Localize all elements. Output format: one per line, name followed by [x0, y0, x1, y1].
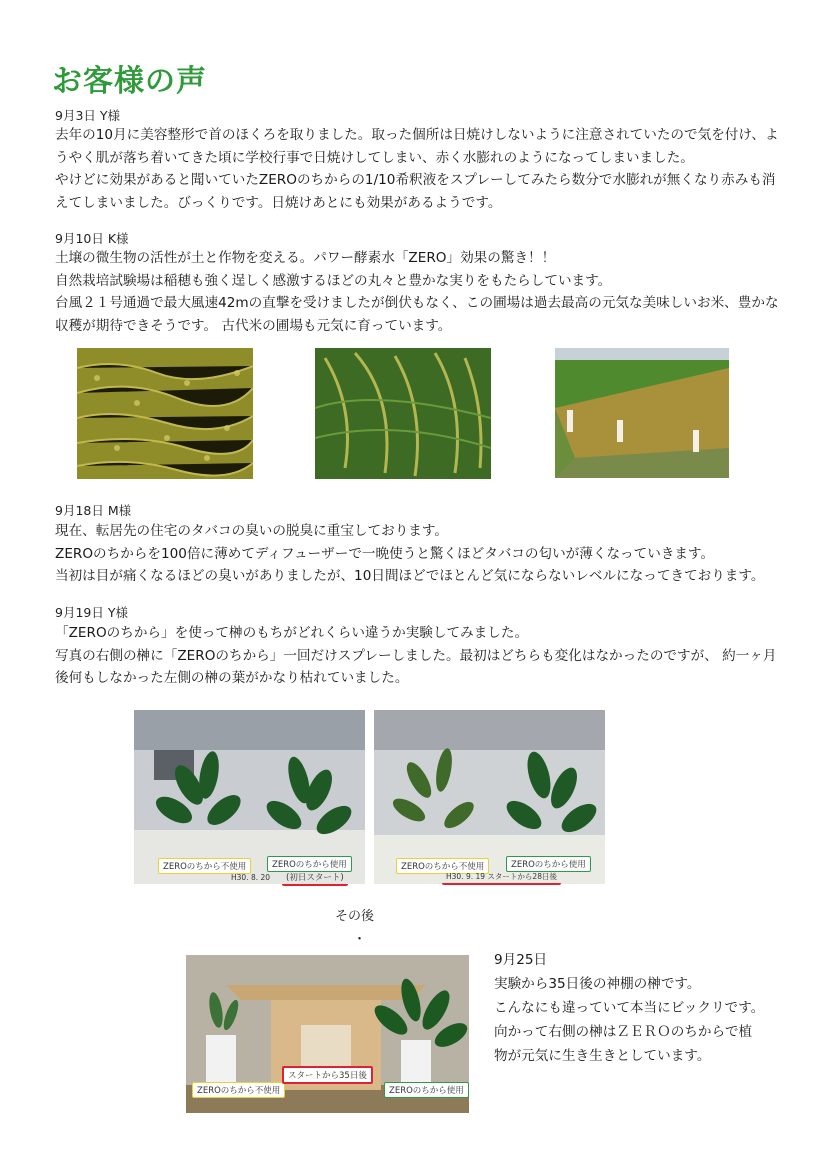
rice-photo-1 [77, 348, 253, 479]
entry-body [55, 124, 780, 214]
label-used: ZEROのちから使用 [506, 856, 591, 872]
entry-paragraph: 台風２１号通過で最大風速42mの直撃を受けましたが倒伏もなく、この圃場は過去最高の元気な美味しいお米、豊かな収穫が期待できそうです。 古代米の圃場も元気に育っています。 [55, 295, 779, 334]
shrine-center-label: スタートから35日後 [282, 1066, 373, 1084]
entry-paragraph: 自然栽培試験場は稲穂も強く逞しく感激するほどの丸々と豊かな実りをもたらしています。 [55, 272, 612, 289]
label-not-used: ZEROのちから不使用 [396, 858, 489, 874]
page-title: お客様の声 [52, 64, 207, 99]
label-not-used: ZEROのちから不使用 [192, 1082, 285, 1098]
entry-paragraph: 写真の右側の榊に「ZEROのちから」一回だけスプレーしました。最初はどちらも変化はなかったのですが、 約一ヶ月後何もしなかった左側の榊の葉がかなり枯れていました。 [55, 647, 777, 686]
final-line: 実験から35日後の神棚の榊です。 [494, 976, 701, 992]
label-used: ZEROのちから使用 [384, 1082, 469, 1098]
photo-start: (初日スタート) [282, 870, 348, 886]
final-entry [494, 948, 794, 1068]
entry-paragraph: 現在、転居先の住宅のタバコの臭いの脱臭に重宝しております。 [55, 523, 448, 539]
entry-body [55, 622, 780, 690]
label-not-used: ZEROのちから不使用 [158, 858, 251, 874]
entry-date: 9月18日 M様 [55, 503, 132, 518]
rice-photo-3 [555, 348, 729, 478]
entry-paragraph: やけどに効果があると聞いていたZEROのちからの1/10希釈液をスプレーしてみたら数分で水膨れが無くなり赤みも消えてしまいました。びっくりです。日焼けあとにも効果があるようです。 [55, 172, 776, 211]
entry-paragraph: ZEROのちからを100倍に薄めてディフューザーで一晩使うと驚くほどタバコの匂いが薄くなっていきます。 [55, 545, 715, 562]
final-date: 9月25日 [494, 952, 548, 968]
photo-date-start: H30. 9. 19 スタートから28日後 [442, 870, 561, 885]
final-line: 物が元気に生き生きとしています。 [494, 1048, 711, 1064]
after-label: その後 [335, 909, 375, 924]
entry-paragraph: 「ZEROのちから」を使って榊のもちがどれくらい違うか実験してみました。 [55, 625, 529, 641]
entry-paragraph: 当初は目が痛くなるほどの臭いがありましたが、10日間ほどでほとんど気にならないレベルになってきております。 [55, 568, 765, 584]
final-line: こんなにも違っていて本当にビックリです。 [494, 1000, 765, 1016]
label-used: ZEROのちから使用 [267, 856, 352, 872]
photo-date: H30. 8. 20 [231, 873, 271, 882]
entry-date: 9月3日 Y様 [55, 108, 121, 123]
final-line: 向かって右側の榊はＺＥＲＯのちからで植 [494, 1024, 753, 1040]
entry-date: 9月19日 Y様 [55, 605, 128, 620]
entry-body [55, 520, 780, 588]
entry-date: 9月10日 K様 [55, 231, 129, 246]
rice-photo-2 [315, 348, 491, 479]
entry-body [55, 247, 780, 337]
entry-paragraph: 去年の10月に美容整形で首のほくろを取りました。取った個所は日焼けしないように注意されていたので気を付け、ようやく肌が落ち着いてきた頃に学校行事で日焼けしてしまい、赤く水膨れのようになってしまいました。 [55, 127, 779, 166]
after-dot: ・ [353, 932, 367, 947]
entry-paragraph: 土壌の微生物の活性が土と作物を変える。パワー酵素水「ZERO」効果の驚き！！ [55, 250, 556, 266]
